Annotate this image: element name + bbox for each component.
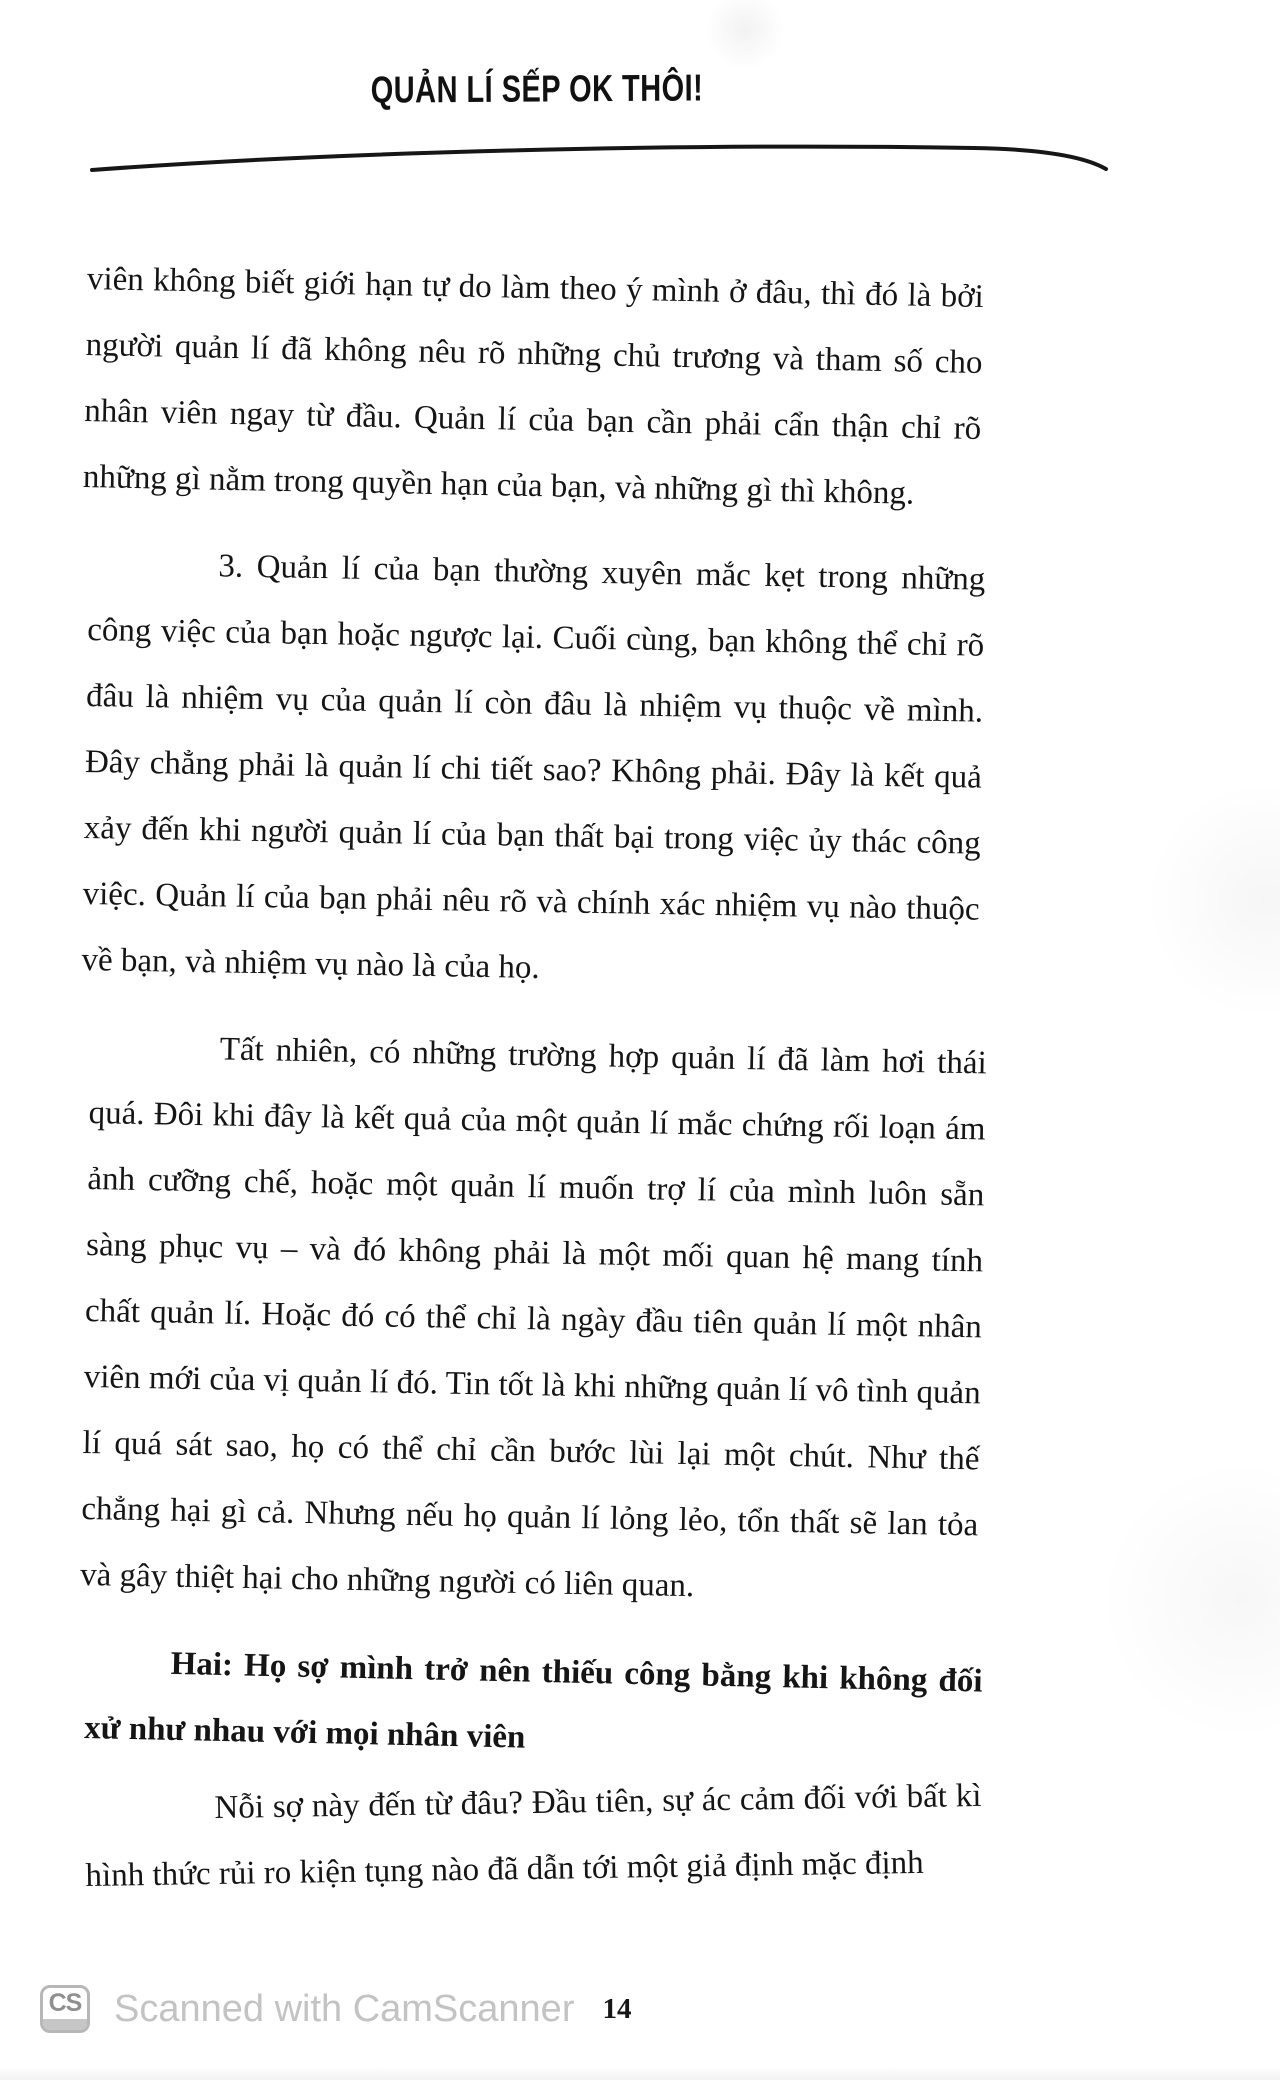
footer xyxy=(40,1981,631,2037)
camscanner-watermark-text: Scanned with CamScanner xyxy=(114,1987,575,2030)
header-rule xyxy=(84,140,1114,180)
camscanner-logo-text: CS xyxy=(48,1989,82,2017)
paragraph: 3. Quản lí của bạn thường xuyên mắc kẹt trong những công việc của bạn hoặc ngược lại. Cuối cùng, bạn không thể chỉ rõ đâu là nhiệm vụ của quản lí còn đâu là nhiệm vụ thuộc về mình. Đây chẳng phải là quản lí chi tiết sao? Không phải. Đây là kết quả xảy đến khi người quản lí của bạn thất bại trong việc ủy thác công việc. Quản lí của bạn phải nêu rõ và chính xác nhiệm vụ nào thuộc về bạn, và nhiệm vụ nào là của họ. xyxy=(81,548,986,986)
paragraph: viên không biết giới hạn tự do làm theo ý mình ở đâu, thì đó là bởi người quản lí đã không nêu rõ những chủ trương và tham số cho nhân viên ngay từ đầu. Quản lí của bạn cần phải cẩn thận chỉ rõ những gì nằm trong quyền hạn của bạn, và những gì thì không. xyxy=(82,261,985,512)
paragraph: Tất nhiên, có những trường hợp quản lí đã làm hơi thái quá. Đôi khi đây là kết quả của một quản lí mắc chứng rối loạn ám ảnh cưỡng chế, hoặc một quản lí muốn trợ lí của mình luôn sẵn sàng phục vụ – và đó không phải là một mối quan hệ mang tính chất quản lí. Hoặc đó có thể chỉ là ngày đầu tiên quản lí một nhân viên mới của vị quản lí đó. Tin tốt là khi những quản lí vô tình quản lí quá sát sao, họ có thể chỉ cần bước lùi lại một chút. Như thế chẳng hại gì cả. Nhưng nếu họ quản lí lỏng lẻo, tổn thất sẽ lan tỏa và gây thiệt hại cho những người có liên quan. xyxy=(79,1031,988,1605)
page-title-text: QUẢN LÍ SẾP OK THÔI! xyxy=(370,66,704,111)
body-text xyxy=(79,246,988,1930)
camscanner-logo-base xyxy=(43,2019,87,2030)
section-heading: Hai: Họ sợ mình trở nên thiếu công bằng khi không đối xử như nhau với mọi nhân viên xyxy=(83,1645,983,1756)
paragraph: Nỗi sợ này đến từ đâu? Đầu tiên, sự ác cảm đối với bất kì hình thức rủi ro kiện tụng nào đã dẫn tới một giả định mặc định xyxy=(85,1777,982,1894)
camscanner-logo-icon xyxy=(40,1985,90,2033)
page-number: 14 xyxy=(602,1992,632,2025)
page-title xyxy=(0,66,1074,111)
